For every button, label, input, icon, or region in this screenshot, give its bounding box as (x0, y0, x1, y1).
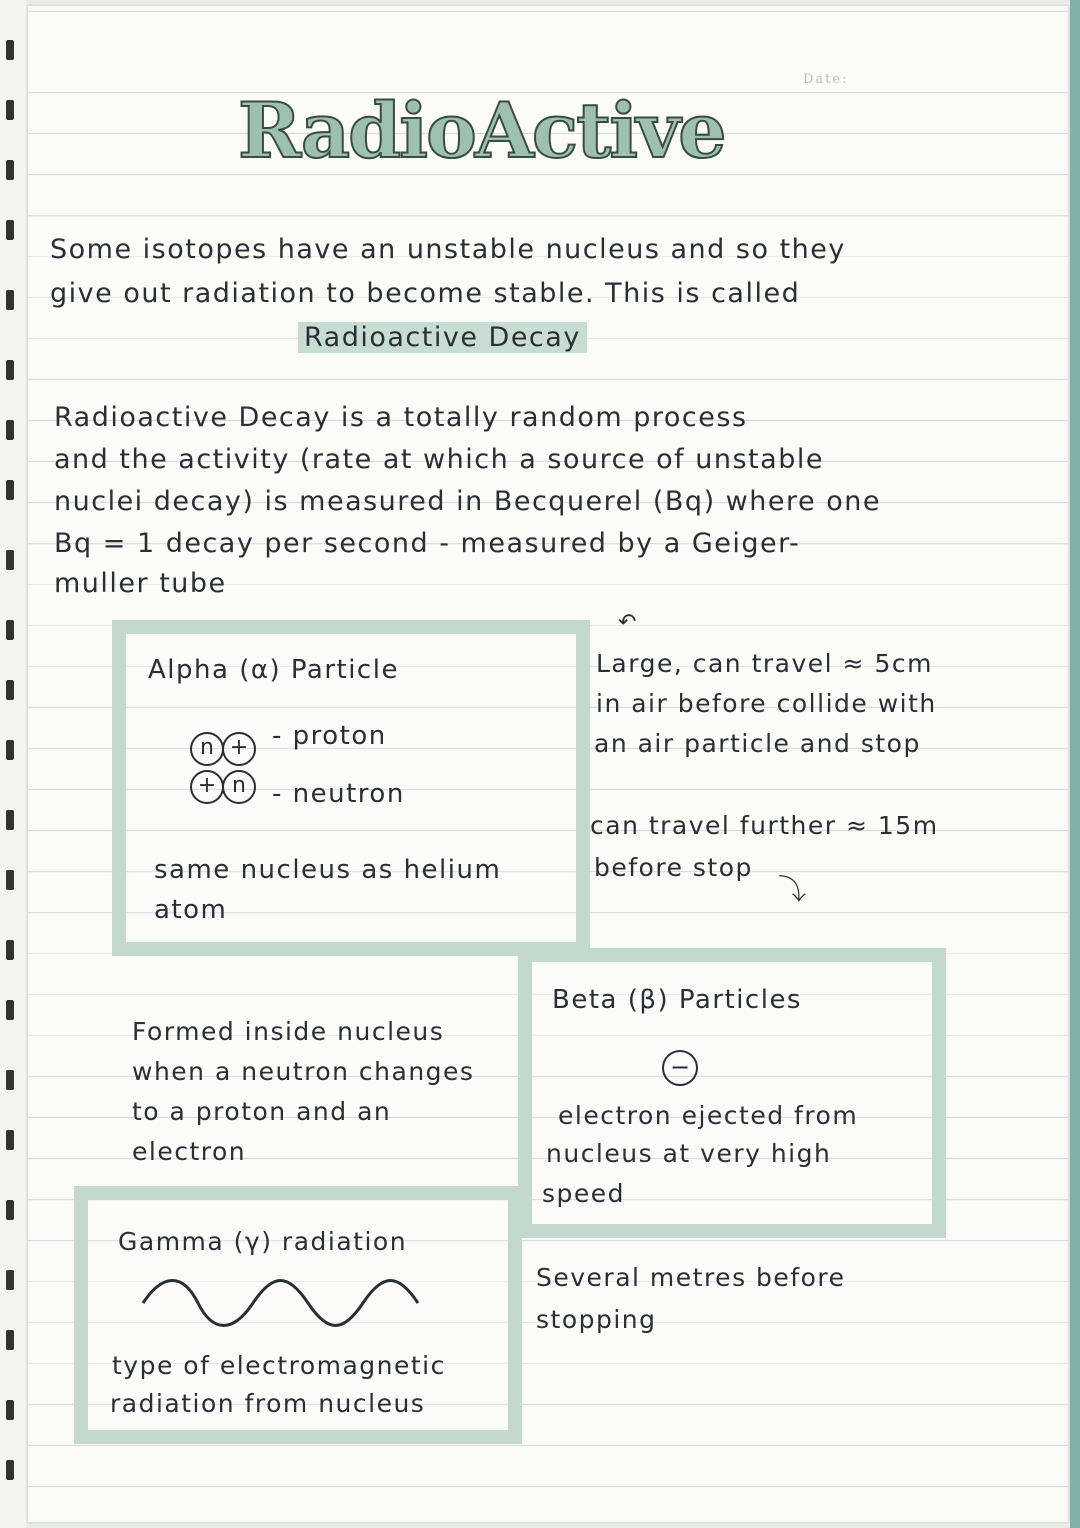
binding-ring (6, 870, 14, 890)
neutron-label: - neutron (272, 779, 405, 809)
alpha-note-line-1: Large, can travel ≈ 5cm (596, 649, 933, 678)
decay-line-5: muller tube (54, 568, 227, 599)
binding-ring (6, 40, 14, 60)
electron-icon: − (662, 1050, 698, 1086)
binding-ring (6, 740, 14, 760)
binding-ring (6, 480, 14, 500)
beta-formed-line-2: when a neutron changes (132, 1057, 475, 1086)
beta-desc-line-1: electron ejected from (558, 1101, 859, 1130)
binding-ring (6, 220, 14, 240)
gamma-note-line-2: stopping (536, 1305, 657, 1334)
gamma-heading: Gamma (γ) radiation (118, 1227, 408, 1256)
intro-highlight (298, 316, 587, 360)
binding-ring (6, 100, 14, 120)
binding-ring (6, 290, 14, 310)
binding-ring (6, 1200, 14, 1220)
curved-down-arrow-icon: ⤵ (778, 873, 808, 906)
intro-line-2: give out radiation to become stable. This is called (50, 278, 801, 309)
date-label: Date: (803, 72, 849, 87)
alpha-note-line-2: in air before collide with (596, 689, 937, 718)
beta-formed-line-1: Formed inside nucleus (132, 1017, 445, 1046)
proton-label-text: proton (292, 721, 387, 751)
notebook-cover-edge (1070, 0, 1080, 1528)
alpha-desc-line-2: atom (154, 895, 228, 925)
binding-ring (6, 360, 14, 380)
beta-travel-line-2: before stop (594, 853, 753, 882)
binding-ring (6, 1400, 14, 1420)
alpha-box (112, 620, 590, 956)
beta-desc-line-3: speed (542, 1179, 626, 1208)
proton-label: - proton (272, 721, 387, 751)
binding-ring (6, 1270, 14, 1290)
binding-ring (6, 160, 14, 180)
neutron-label-text: neutron (292, 779, 405, 809)
notebook-page (28, 6, 1068, 1522)
binding-ring (6, 620, 14, 640)
gamma-box (74, 1186, 522, 1444)
decay-line-3: nuclei decay) is measured in Becquerel (Bq) where one (54, 486, 881, 517)
binding-ring (6, 420, 14, 440)
binding-ring (6, 1000, 14, 1020)
beta-formed-line-4: electron (132, 1137, 247, 1166)
wave-icon (138, 1268, 438, 1338)
binding-ring (6, 940, 14, 960)
gamma-desc-line-1: type of electromagnetic (112, 1351, 446, 1380)
curved-arrow-icon: ↶ (618, 610, 638, 635)
beta-heading: Beta (β) Particles (552, 985, 802, 1015)
binding-ring (6, 550, 14, 570)
alpha-heading: Alpha (α) Particle (148, 655, 399, 685)
decay-line-2: and the activity (rate at which a source of unstable (54, 444, 824, 475)
binding-ring (6, 810, 14, 830)
beta-desc-line-2: nucleus at very high (546, 1139, 832, 1168)
highlighted-term: Radioactive Decay (298, 322, 587, 353)
page-title: RadioActive (238, 86, 725, 175)
notebook-binding (0, 0, 26, 1528)
alpha-proton-circle: + (222, 732, 256, 766)
binding-ring (6, 1130, 14, 1150)
gamma-desc-line-2: radiation from nucleus (110, 1389, 426, 1418)
decay-line-4: Bq = 1 decay per second - measured by a Geiger- (54, 528, 801, 559)
binding-ring (6, 1070, 14, 1090)
alpha-proton-circle: + (190, 770, 224, 804)
decay-line-1: Radioactive Decay is a totally random process (54, 402, 748, 433)
beta-formed-line-3: to a proton and an (132, 1097, 392, 1126)
binding-ring (6, 1330, 14, 1350)
intro-line-1: Some isotopes have an unstable nucleus and so they (50, 234, 846, 265)
binding-ring (6, 1460, 14, 1480)
alpha-neutron-circle: n (222, 770, 256, 804)
alpha-note-line-3: an air particle and stop (594, 729, 921, 758)
alpha-neutron-circle: n (190, 732, 224, 766)
beta-box (518, 948, 946, 1238)
alpha-desc-line-1: same nucleus as helium (154, 855, 502, 885)
gamma-note-line-1: Several metres before (536, 1263, 846, 1292)
beta-travel-line-1: can travel further ≈ 15m (590, 811, 939, 840)
binding-ring (6, 680, 14, 700)
